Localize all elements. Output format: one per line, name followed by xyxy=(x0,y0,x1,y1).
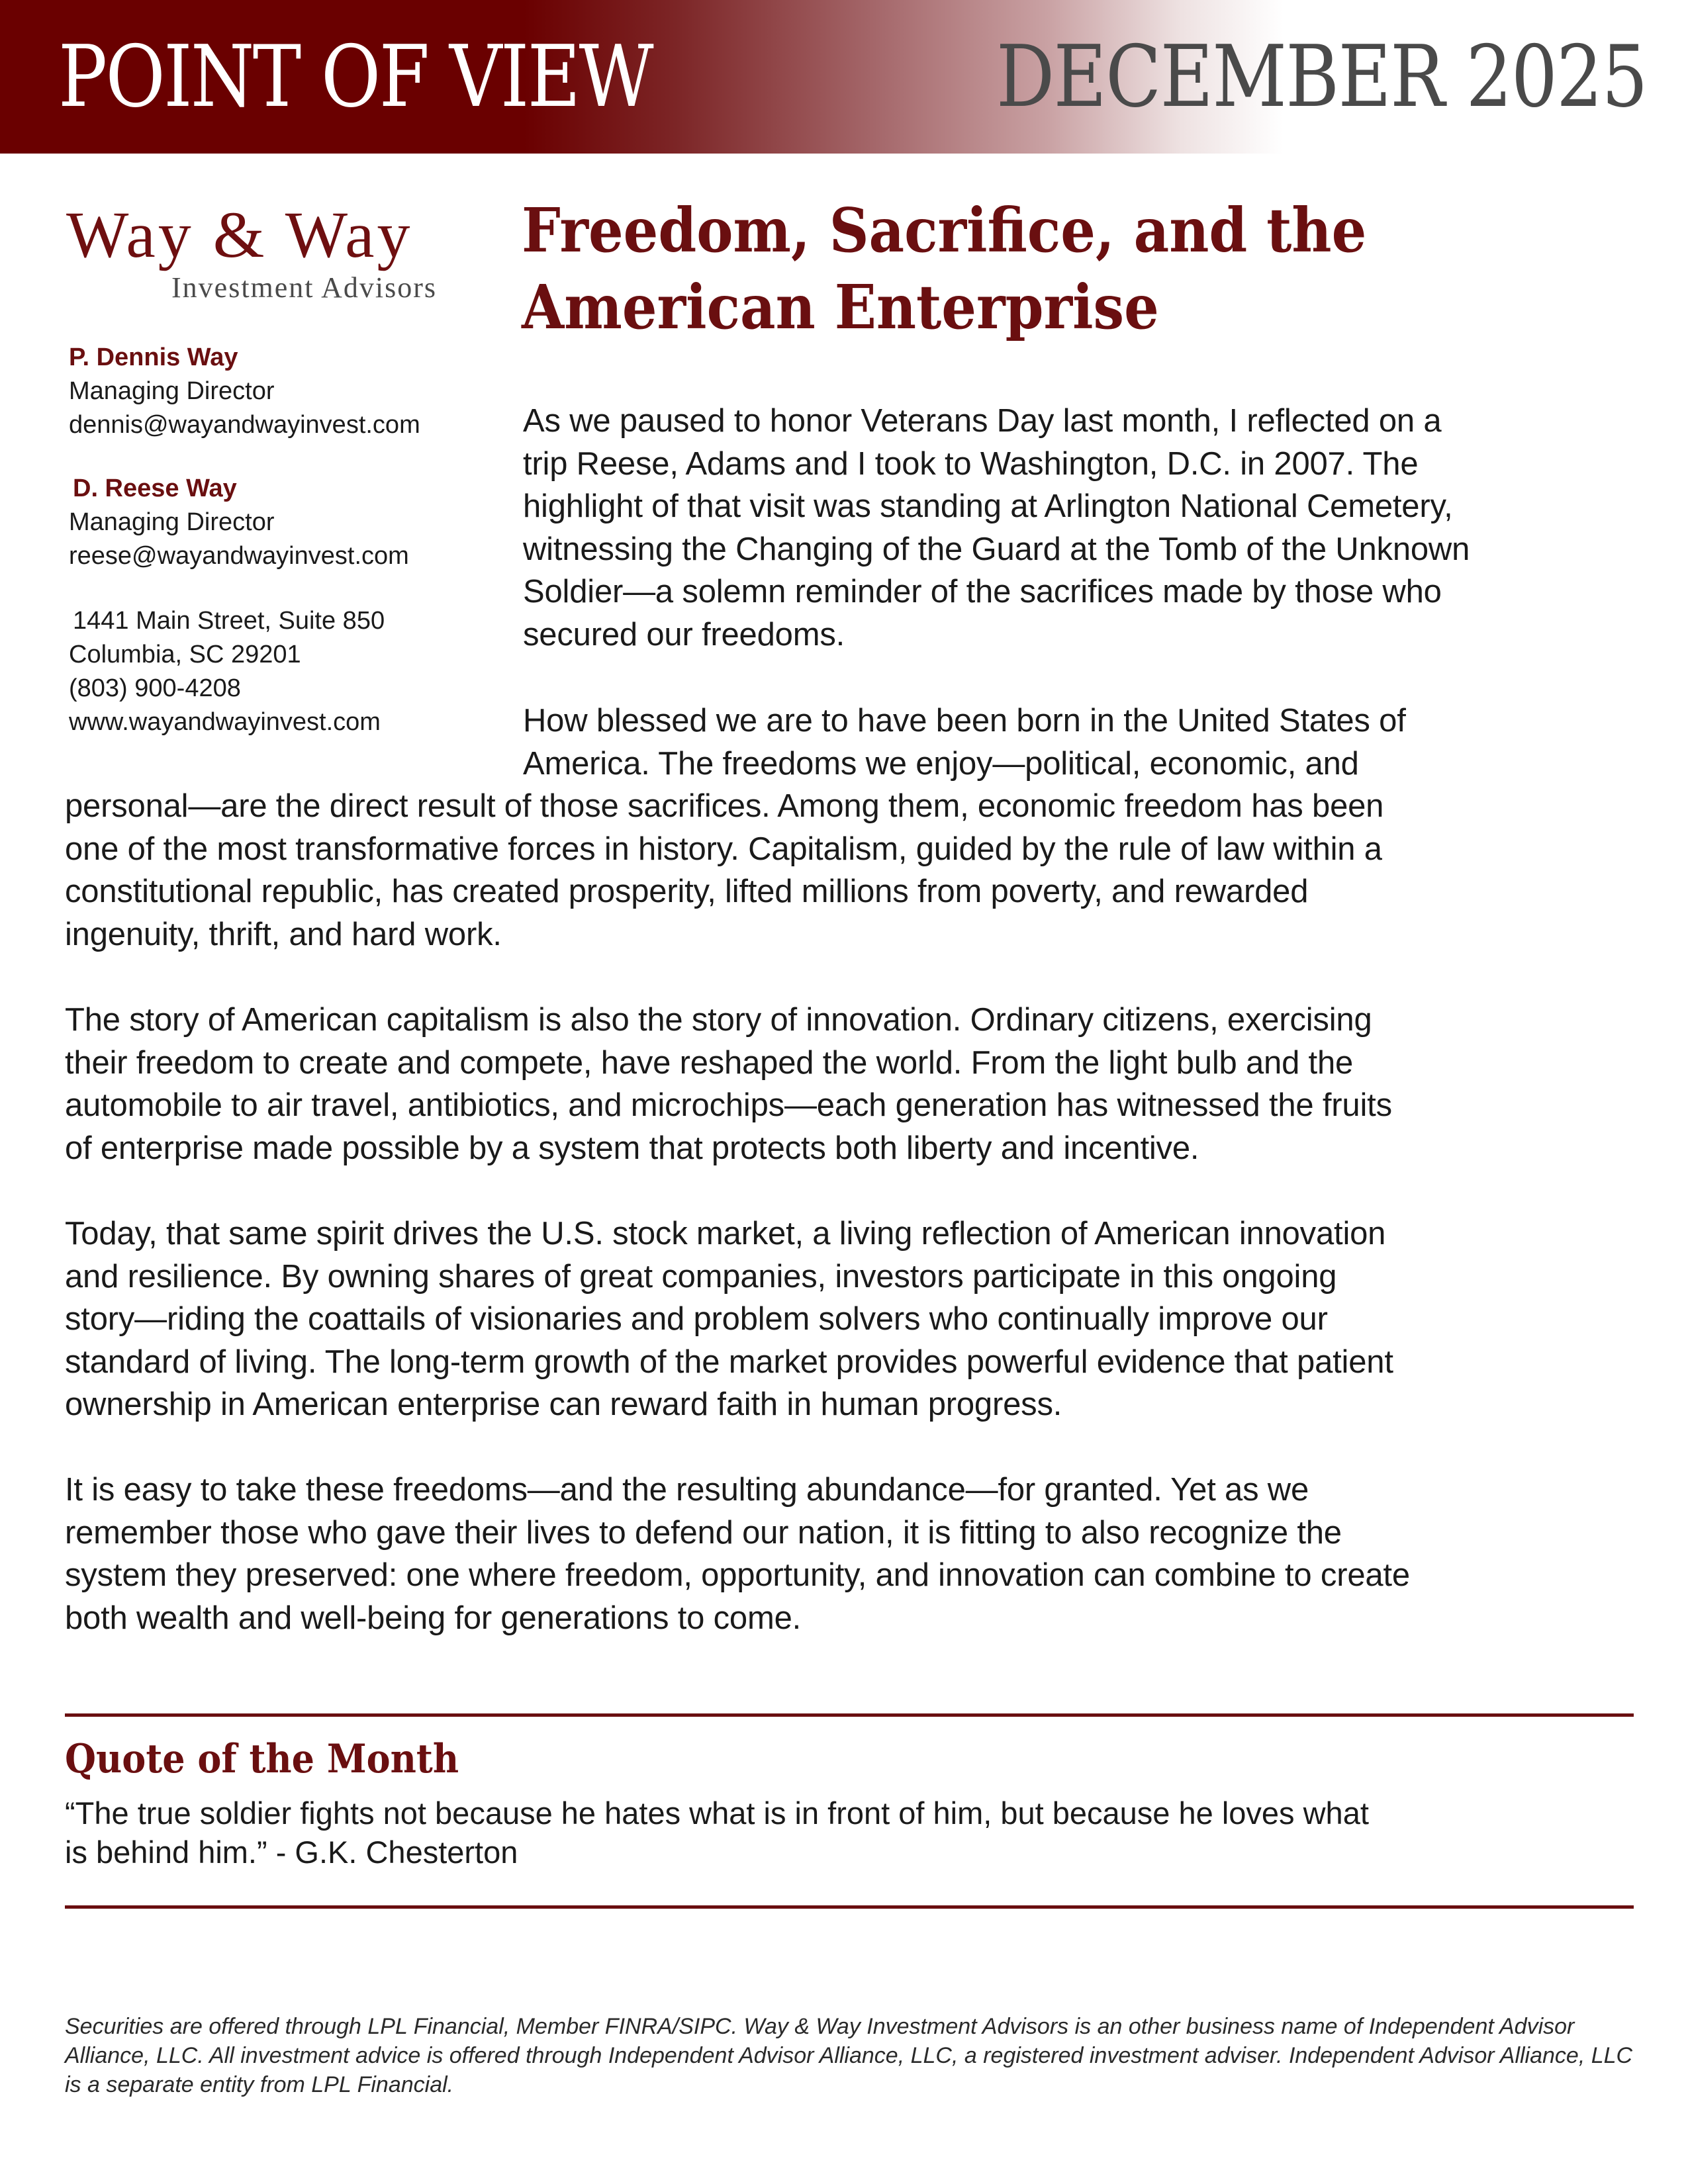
article-paragraph-2-rest xyxy=(65,785,1654,956)
divider-rule xyxy=(65,1713,1634,1717)
newsletter-title: POINT OF VIEW xyxy=(58,28,653,126)
text-line: ownership in American enterprise can reward faith in human progress. xyxy=(65,1387,1062,1422)
text-line: story—riding the coattails of visionaries and problem solvers who continually improve our xyxy=(65,1301,1328,1337)
logo-tagline: Investment Advisors xyxy=(171,271,437,304)
text-line: America. The freedoms we enjoy—political, economic, and xyxy=(523,745,1359,782)
text-line: ingenuity, thrift, and hard work. xyxy=(65,916,502,952)
text-line: their freedom to create and compete, have reshaped the world. From the light bulb and the xyxy=(65,1044,1354,1081)
text-line: of enterprise made possible by a system that protects both liberty and incentive. xyxy=(65,1130,1199,1166)
company-logo xyxy=(66,199,450,304)
quote-heading: Quote of the Month xyxy=(65,1736,459,1782)
article-title-line: Freedom, Sacrifice, and the xyxy=(522,195,1367,266)
text-line: standard of living. The long-term growth of the market provides powerful evidence that patient xyxy=(65,1343,1393,1380)
contact-title: Managing Director xyxy=(69,377,275,405)
contact-title: Managing Director xyxy=(69,508,275,536)
quote-line: is behind him.” - G.K. Chesterton xyxy=(65,1835,518,1870)
text-line: Soldier—a solemn reminder of the sacrifices made by those who xyxy=(523,574,1442,610)
text-line: secured our freedoms. xyxy=(523,616,845,653)
article-title-line: American Enterprise xyxy=(522,271,1159,343)
text-line: As we paused to honor Veterans Day last month, I reflected on a xyxy=(523,403,1442,439)
divider-rule xyxy=(65,1905,1634,1909)
text-line: system they preserved: one where freedom, opportunity, and innovation can combine to create xyxy=(65,1557,1410,1593)
contact-name: P. Dennis Way xyxy=(69,343,238,371)
text-line: and resilience. By owning shares of great companies, investors participate in this ongoing xyxy=(65,1258,1337,1295)
article-paragraph-3 xyxy=(65,999,1654,1169)
text-line: remember those who gave their lives to defend our nation, it is fitting to also recognize the xyxy=(65,1514,1342,1551)
text-line: Today, that same spirit drives the U.S. stock market, a living reflection of American innovation xyxy=(65,1216,1386,1251)
article-paragraph-4 xyxy=(65,1212,1654,1426)
text-line: trip Reese, Adams and I took to Washington, D.C. in 2007. The xyxy=(523,445,1419,482)
article-paragraph-5 xyxy=(65,1469,1654,1639)
text-line: automobile to air travel, antibiotics, and microchips—each generation has witnessed the fruits xyxy=(65,1087,1392,1123)
text-line: How blessed we are to have been born in the United States of xyxy=(523,703,1406,739)
address-street: 1441 Main Street, Suite 850 xyxy=(73,607,385,635)
contact-email[interactable]: reese@wayandwayinvest.com xyxy=(69,542,409,570)
contact-email[interactable]: dennis@wayandwayinvest.com xyxy=(69,411,420,439)
text-line: constitutional republic, has created prosperity, lifted millions from poverty, and rewarded xyxy=(65,874,1309,909)
legal-disclaimer: Securities are offered through LPL Financial, Member FINRA/SIPC. Way & Way Investment Advisors is an other business name of Independent Advisor Alliance, LLC. All investment advice is offered through Independent Advisor Alliance, LLC, a registered investment adviser. Independent Advisor Alliance, LLC is a separate entity from LPL Financial. xyxy=(65,2014,1633,2097)
text-line: witnessing the Changing of the Guard at the Tomb of the Unknown xyxy=(523,531,1470,567)
article-paragraph-1 xyxy=(523,400,1648,656)
text-line: personal—are the direct result of those sacrifices. Among them, economic freedom has been xyxy=(65,788,1384,824)
contact-card-dennis xyxy=(69,341,420,442)
contact-name: D. Reese Way xyxy=(73,475,237,502)
article-title xyxy=(522,192,1415,345)
phone-number[interactable]: (803) 900-4208 xyxy=(69,674,241,702)
contact-card-reese xyxy=(69,472,409,573)
text-line: one of the most transformative forces in history. Capitalism, guided by the rule of law within a xyxy=(65,831,1382,867)
text-line: The story of American capitalism is also the story of innovation. Ordinary citizens, exercising xyxy=(65,1002,1372,1038)
logo-wordmark: Way & Way xyxy=(66,198,413,271)
website-link[interactable]: www.wayandwayinvest.com xyxy=(69,708,381,736)
quote-line: “The true soldier fights not because he hates what is in front of him, but because he loves what xyxy=(65,1796,1369,1831)
header-band xyxy=(0,0,1688,154)
text-line: both wealth and well-being for generations to come. xyxy=(65,1600,802,1636)
article-paragraph-2-start xyxy=(523,700,1688,785)
issue-date: DECEMBER 2025 xyxy=(996,28,1647,126)
text-line: highlight of that visit was standing at Arlington National Cemetery, xyxy=(523,488,1453,524)
quote-text xyxy=(65,1794,1369,1872)
office-address xyxy=(69,604,385,739)
text-line: It is easy to take these freedoms—and the resulting abundance—for granted. Yet as we xyxy=(65,1472,1309,1508)
address-city: Columbia, SC 29201 xyxy=(69,641,301,668)
